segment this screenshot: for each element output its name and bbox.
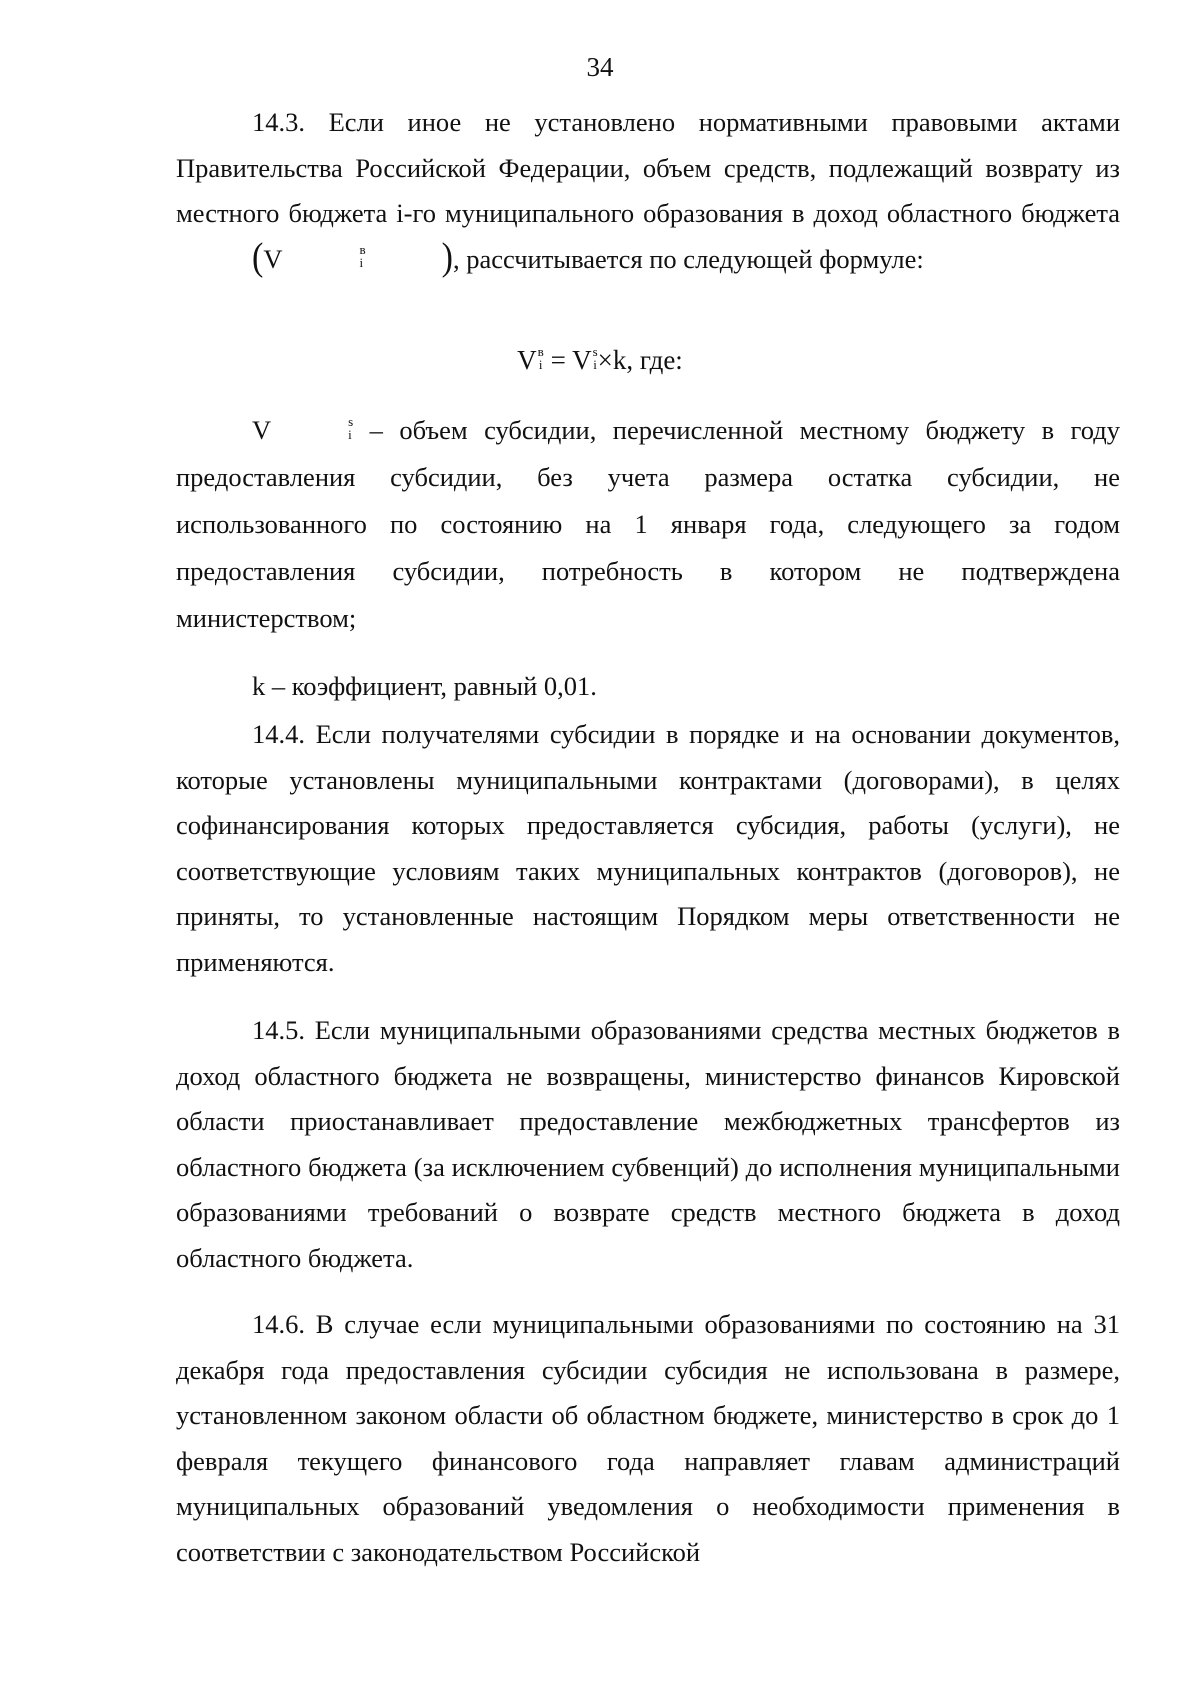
formula [0, 345, 1200, 376]
paragraph-14-3-lead: 14.3. Если иное не установлено нормативными правовыми актами Правительства Российской Федерации, объем средств, подлежащий возврату из местного бюджета i-го муниципального образования в доход областного бюджета [176, 107, 1120, 228]
definition-vs-sup: s [348, 413, 354, 429]
var-v-return-sub: i [359, 255, 364, 271]
formula-lhs-sub: i [538, 356, 543, 372]
paragraph-14-4: 14.4. Если получателями субсидии в порядке и на основании документов, которые установлены муниципальными контрактами (договорами), в целях софинансирования которых предоставляется субсидия, работы (услуги), не соответствующие условиям таких муниципальных контрактов (договоров), не приняты, то установленные настоящим Порядком меры ответственности не применяются. [176, 719, 1120, 977]
var-v-return: V [263, 243, 283, 274]
definition-vs-sub: i [348, 426, 352, 442]
formula-lhs-sup: в [537, 343, 544, 359]
formula-lhs: V [517, 345, 537, 375]
formula-rest: ×k, где: [597, 345, 683, 375]
paragraph-14-3-tail: , рассчитывается по следующей формуле: [452, 243, 924, 274]
definition-vs-text: – объем субсидии, перечисленной местному бюджету в году предоставления субсидии, без учета размера остатка субсидии, не использованного по состоянию на 1 января года, следующего за годом предоставления субсидии, потребность в котором не подтверждена министерством; [176, 415, 1120, 633]
var-v-return-sup: в [359, 242, 366, 258]
open-paren: ( [252, 235, 264, 279]
paragraph-14-5: 14.5. Если муниципальными образованиями средства местных бюджетов в доход областного бюджета не возвращены, министерство финансов Кировской области приостанавливает предоставление межбюджетных трансфертов из областного бюджета (за исключением субвенций) до исполнения муниципальными образованиями требований о возврате средств местного бюджета в доход областного бюджета. [176, 1015, 1120, 1273]
formula-lhs-indices [538, 345, 544, 371]
paragraph-14-6: 14.6. В случае если муниципальными образованиями по состоянию на 31 декабря года предоставления субсидии субсидия не использована в размере, установленном законом области об областном бюджете, министерство в срок до 1 февраля текущего финансового года направляет главам администраций муниципальных образований уведомления о необходимости применения в соответствии с законодательством Российской [176, 1309, 1120, 1567]
var-v-return-indices [283, 243, 365, 269]
definition-k: k – коэффициент, равный 0,01. [252, 671, 597, 701]
formula-rhs-sup: s [592, 343, 598, 359]
paragraph-14-3 [176, 100, 1120, 282]
definition-vs-indices [272, 415, 353, 441]
formula-equals: = [543, 345, 573, 375]
formula-rhs: V [572, 345, 592, 375]
close-paren: ) [441, 235, 453, 279]
definition-vs [176, 407, 1120, 642]
page-number: 34 [586, 52, 614, 82]
definition-vs-symbol: V [252, 415, 272, 445]
formula-rhs-indices [593, 345, 598, 371]
formula-rhs-sub: i [593, 356, 597, 372]
